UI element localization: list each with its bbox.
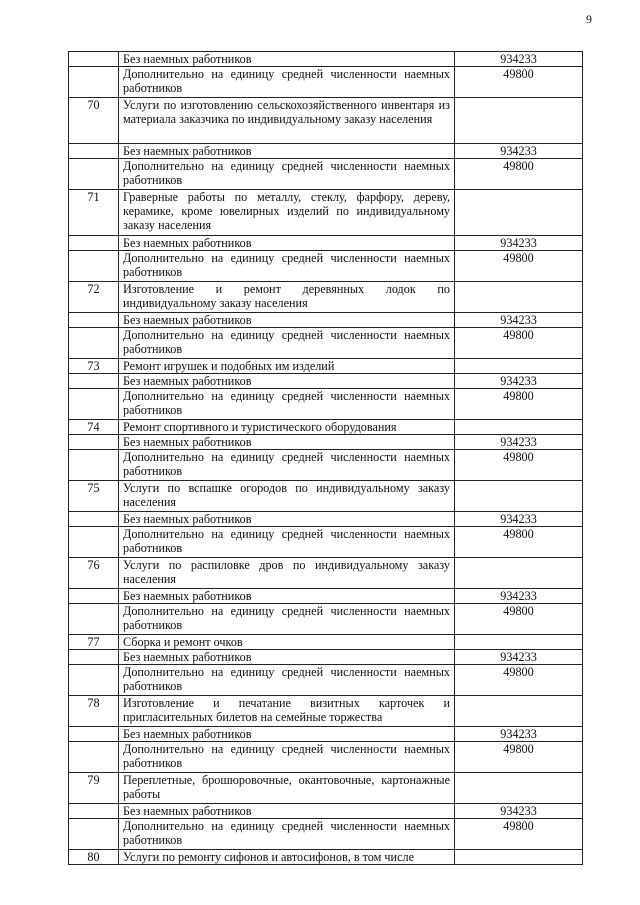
row-name-cell: Без наемных работников — [119, 374, 455, 389]
row-value-cell — [455, 359, 583, 374]
row-number-cell — [69, 742, 119, 773]
row-number-cell — [69, 251, 119, 282]
row-value-cell: 934233 — [455, 435, 583, 450]
table-row — [69, 512, 583, 527]
table-row — [69, 159, 583, 190]
row-number-cell: 72 — [69, 282, 119, 313]
table-row — [69, 450, 583, 481]
row-name-cell: Услуги по ремонту сифонов и автосифонов, в том числе — [119, 850, 455, 865]
row-number-cell — [69, 313, 119, 328]
table-row — [69, 251, 583, 282]
row-name-cell: Сборка и ремонт очков — [119, 635, 455, 650]
tariff-table — [68, 51, 583, 865]
table-row — [69, 635, 583, 650]
row-name-cell: Дополнительно на единицу средней численности наемных работников — [119, 159, 455, 190]
row-value-cell: 934233 — [455, 512, 583, 527]
row-value-cell — [455, 420, 583, 435]
row-name-cell: Без наемных работников — [119, 804, 455, 819]
row-number-cell — [69, 67, 119, 98]
table-row — [69, 604, 583, 635]
table-row — [69, 558, 583, 589]
row-number-cell — [69, 374, 119, 389]
row-number-cell: 70 — [69, 98, 119, 144]
row-number-cell — [69, 159, 119, 190]
row-name-cell: Без наемных работников — [119, 313, 455, 328]
page-number: 9 — [586, 12, 592, 26]
row-number-cell — [69, 527, 119, 558]
table-row — [69, 328, 583, 359]
table-row — [69, 98, 583, 144]
row-number-cell — [69, 328, 119, 359]
row-value-cell — [455, 282, 583, 313]
table-row — [69, 665, 583, 696]
table-row — [69, 374, 583, 389]
table-row — [69, 727, 583, 742]
row-name-cell: Дополнительно на единицу средней численности наемных работников — [119, 527, 455, 558]
table-row — [69, 52, 583, 67]
table-row — [69, 696, 583, 727]
row-number-cell: 77 — [69, 635, 119, 650]
row-value-cell — [455, 98, 583, 144]
row-name-cell: Дополнительно на единицу средней численности наемных работников — [119, 604, 455, 635]
row-value-cell: 49800 — [455, 527, 583, 558]
row-name-cell: Дополнительно на единицу средней численности наемных работников — [119, 389, 455, 420]
row-value-cell: 49800 — [455, 251, 583, 282]
row-value-cell: 934233 — [455, 313, 583, 328]
row-number-cell — [69, 727, 119, 742]
row-number-cell — [69, 144, 119, 159]
row-number-cell — [69, 450, 119, 481]
table-body — [69, 52, 583, 865]
row-value-cell: 934233 — [455, 236, 583, 251]
row-value-cell — [455, 773, 583, 804]
row-name-cell: Дополнительно на единицу средней численности наемных работников — [119, 328, 455, 359]
table-row — [69, 313, 583, 328]
row-value-cell: 934233 — [455, 144, 583, 159]
row-value-cell — [455, 635, 583, 650]
table-row — [69, 804, 583, 819]
row-number-cell: 79 — [69, 773, 119, 804]
row-number-cell — [69, 604, 119, 635]
table-row — [69, 819, 583, 850]
row-name-cell: Без наемных работников — [119, 236, 455, 251]
row-value-cell — [455, 696, 583, 727]
table-row — [69, 742, 583, 773]
row-name-cell: Без наемных работников — [119, 589, 455, 604]
row-value-cell — [455, 481, 583, 512]
table-row — [69, 773, 583, 804]
row-value-cell — [455, 850, 583, 865]
table-row — [69, 435, 583, 450]
row-value-cell: 49800 — [455, 665, 583, 696]
row-value-cell: 934233 — [455, 727, 583, 742]
row-value-cell: 49800 — [455, 604, 583, 635]
table-row — [69, 282, 583, 313]
table-row — [69, 389, 583, 420]
row-name-cell: Услуги по изготовлению сельскохозяйственного инвентаря из материала заказчика по индивидуальному заказу населения — [119, 98, 455, 144]
row-name-cell: Дополнительно на единицу средней численности наемных работников — [119, 67, 455, 98]
row-number-cell: 80 — [69, 850, 119, 865]
row-number-cell: 73 — [69, 359, 119, 374]
row-number-cell: 76 — [69, 558, 119, 589]
table-row — [69, 850, 583, 865]
row-number-cell — [69, 435, 119, 450]
row-number-cell — [69, 819, 119, 850]
table-row — [69, 236, 583, 251]
row-number-cell: 78 — [69, 696, 119, 727]
row-name-cell: Без наемных работников — [119, 435, 455, 450]
row-number-cell — [69, 589, 119, 604]
row-number-cell — [69, 389, 119, 420]
row-name-cell: Переплетные, брошюровочные, окантовочные, картонажные работы — [119, 773, 455, 804]
row-number-cell — [69, 665, 119, 696]
row-name-cell: Изготовление и печатание визитных карточек и пригласительных билетов на семейные торжества — [119, 696, 455, 727]
row-number-cell — [69, 804, 119, 819]
row-name-cell: Граверные работы по металлу, стеклу, фарфору, дереву, керамике, кроме ювелирных изделий по индивидуальному заказу населения — [119, 190, 455, 236]
row-number-cell — [69, 650, 119, 665]
row-number-cell: 74 — [69, 420, 119, 435]
row-value-cell: 934233 — [455, 52, 583, 67]
row-name-cell: Без наемных работников — [119, 52, 455, 67]
row-name-cell: Услуги по распиловке дров по индивидуальному заказу населения — [119, 558, 455, 589]
row-name-cell: Услуги по вспашке огородов по индивидуальному заказу населения — [119, 481, 455, 512]
row-value-cell: 934233 — [455, 589, 583, 604]
row-number-cell — [69, 236, 119, 251]
table-row — [69, 589, 583, 604]
row-value-cell: 49800 — [455, 67, 583, 98]
row-number-cell — [69, 512, 119, 527]
table-row — [69, 420, 583, 435]
table-row — [69, 650, 583, 665]
table-row — [69, 190, 583, 236]
row-name-cell: Ремонт спортивного и туристического оборудования — [119, 420, 455, 435]
row-value-cell: 49800 — [455, 742, 583, 773]
row-number-cell: 75 — [69, 481, 119, 512]
row-name-cell: Дополнительно на единицу средней численности наемных работников — [119, 665, 455, 696]
table-row — [69, 144, 583, 159]
row-number-cell — [69, 52, 119, 67]
row-name-cell: Без наемных работников — [119, 512, 455, 527]
table-row — [69, 67, 583, 98]
table-row — [69, 359, 583, 374]
row-value-cell: 934233 — [455, 804, 583, 819]
row-name-cell: Дополнительно на единицу средней численности наемных работников — [119, 742, 455, 773]
row-value-cell: 49800 — [455, 819, 583, 850]
row-name-cell: Дополнительно на единицу средней численности наемных работников — [119, 251, 455, 282]
row-value-cell: 934233 — [455, 374, 583, 389]
row-value-cell: 49800 — [455, 450, 583, 481]
row-value-cell: 49800 — [455, 159, 583, 190]
row-number-cell: 71 — [69, 190, 119, 236]
table-row — [69, 527, 583, 558]
row-value-cell: 49800 — [455, 328, 583, 359]
row-name-cell: Ремонт игрушек и подобных им изделий — [119, 359, 455, 374]
row-name-cell: Дополнительно на единицу средней численности наемных работников — [119, 450, 455, 481]
row-value-cell: 49800 — [455, 389, 583, 420]
row-name-cell: Без наемных работников — [119, 144, 455, 159]
row-name-cell: Изготовление и ремонт деревянных лодок по индивидуальному заказу населения — [119, 282, 455, 313]
row-name-cell: Дополнительно на единицу средней численности наемных работников — [119, 819, 455, 850]
table-row — [69, 481, 583, 512]
row-name-cell: Без наемных работников — [119, 727, 455, 742]
row-value-cell — [455, 558, 583, 589]
row-name-cell: Без наемных работников — [119, 650, 455, 665]
row-value-cell: 934233 — [455, 650, 583, 665]
row-value-cell — [455, 190, 583, 236]
